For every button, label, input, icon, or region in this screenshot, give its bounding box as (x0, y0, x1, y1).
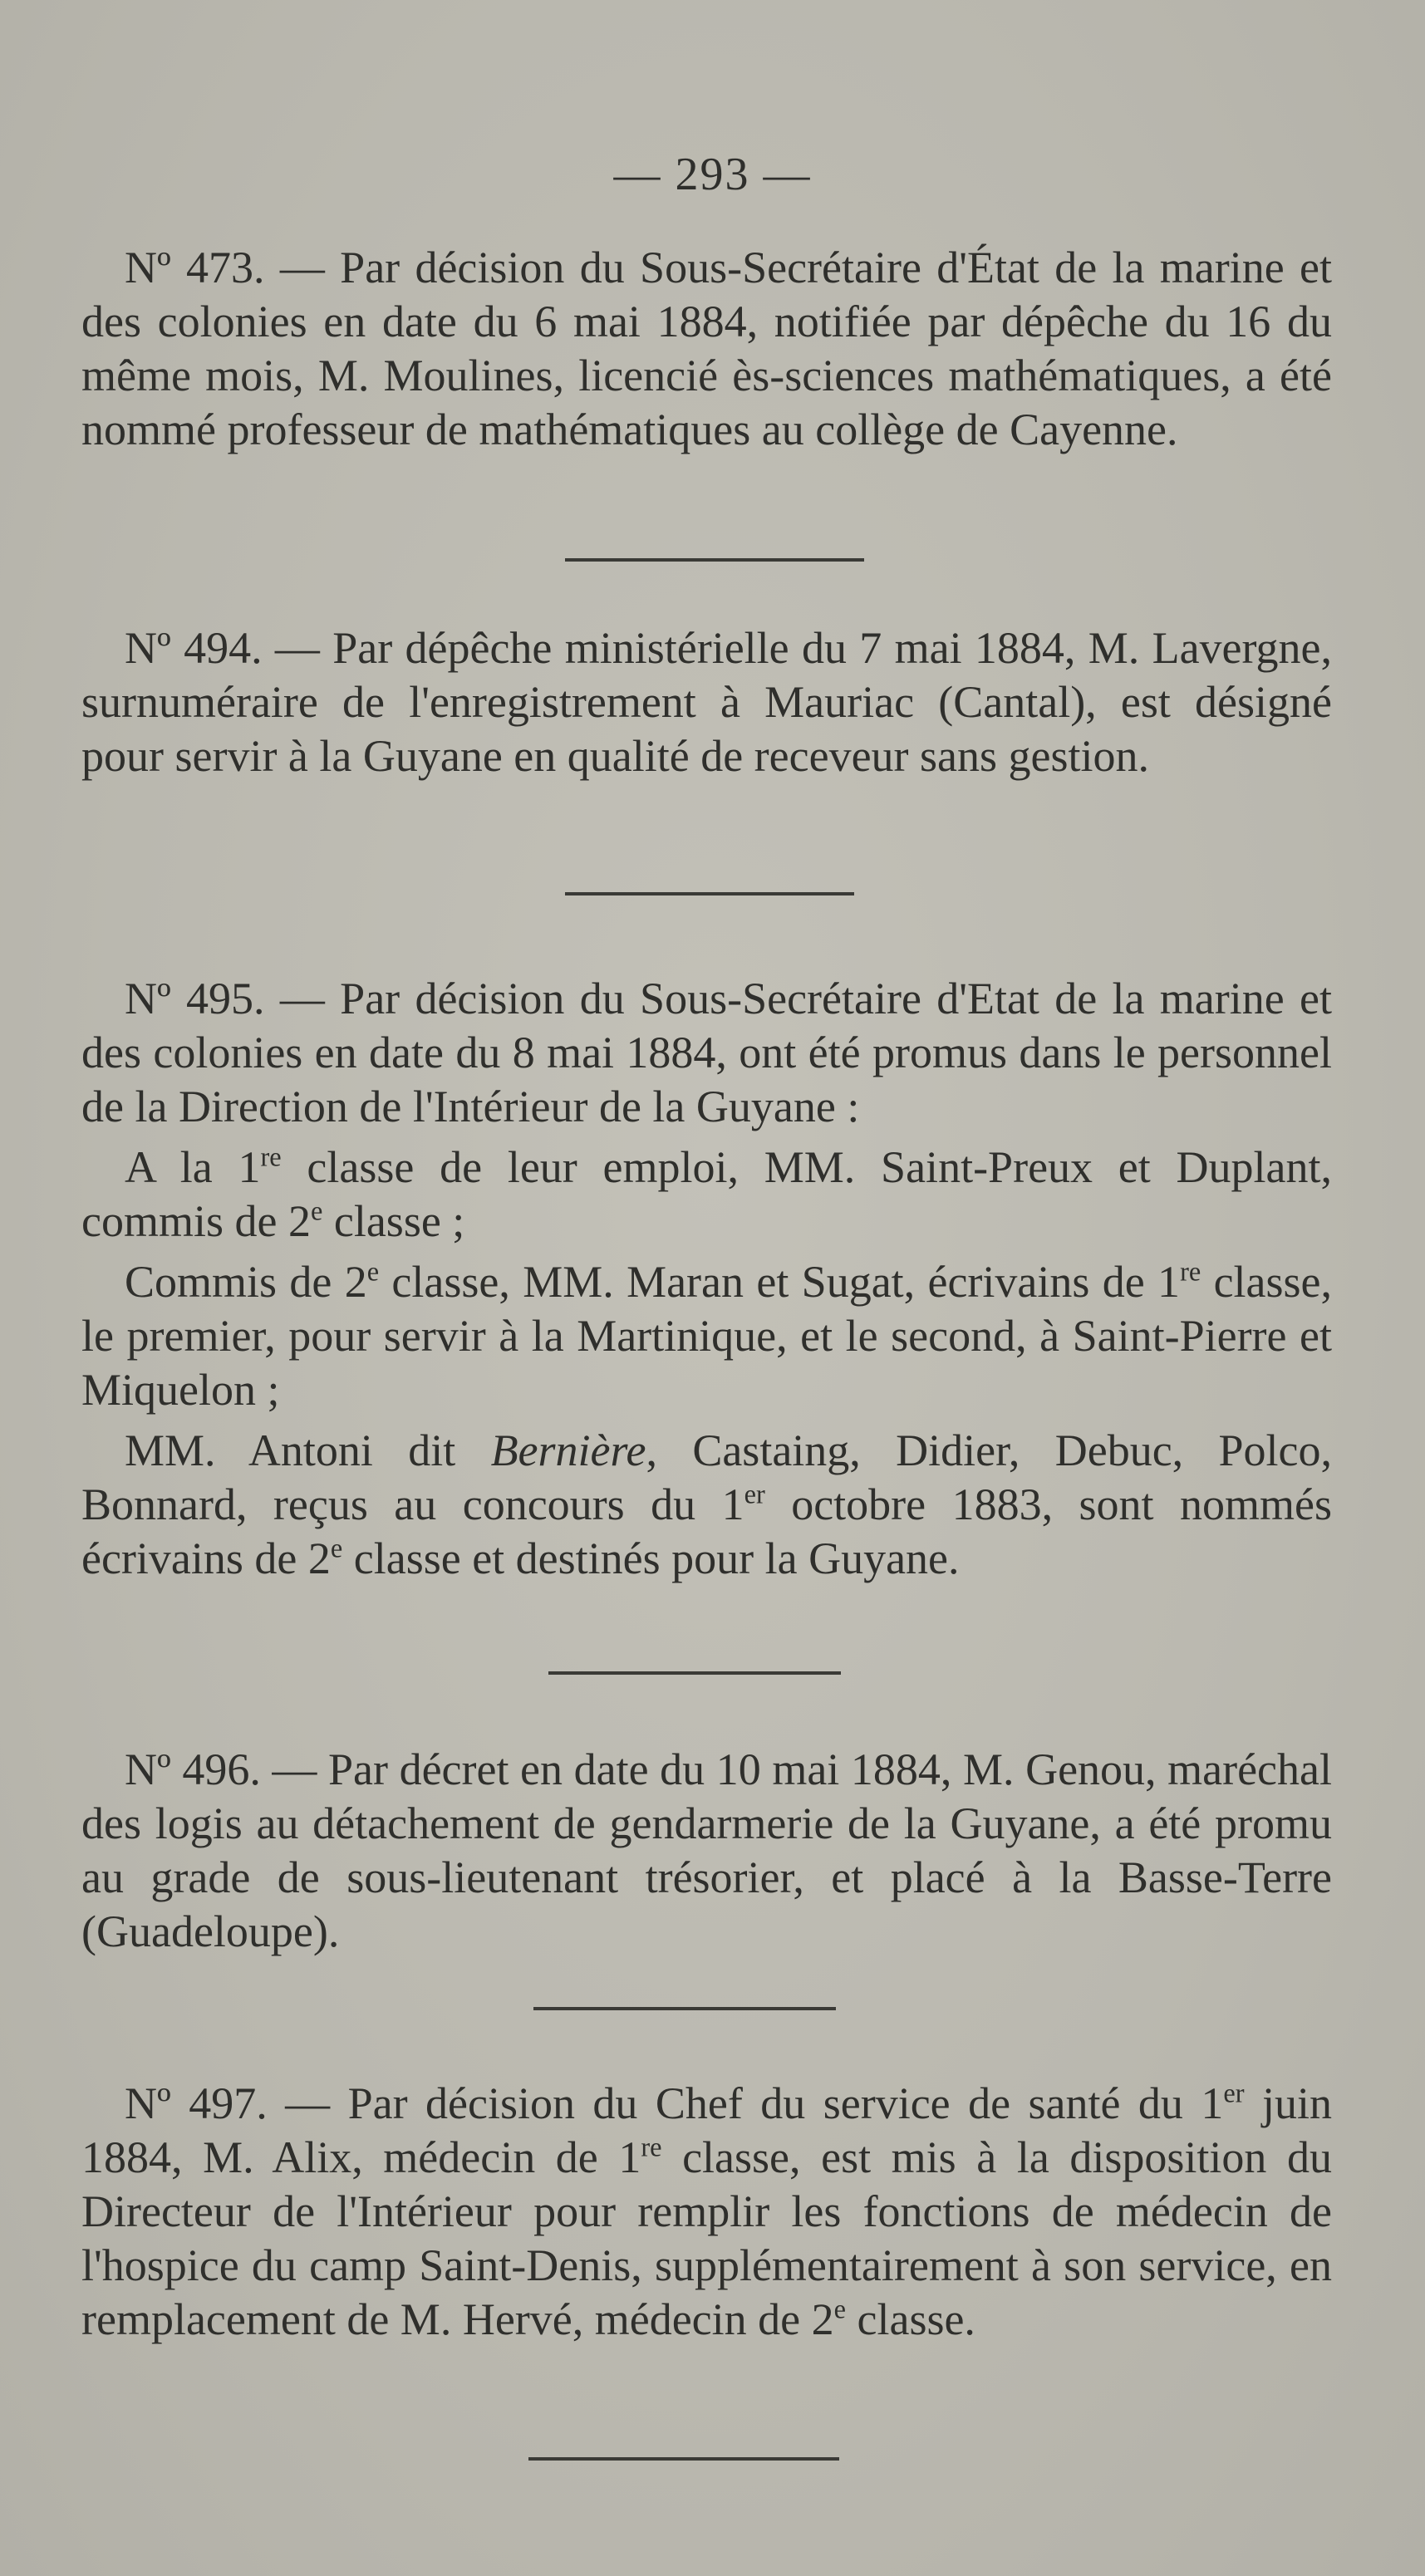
separator-rule (528, 2457, 839, 2461)
separator-rule (565, 558, 864, 562)
entry-495 (81, 972, 1332, 1586)
entry-495-item-3: MM. Antoni dit Bernière, Castaing, Didier, Debuc, Polco, Bonnard, reçus au concours du 1er octobre 1883, sont nommés écrivains de 2e classe et destinés pour la Guyane. (81, 1425, 1333, 1583)
separator-rule (533, 2007, 836, 2010)
entry-473 (81, 241, 1332, 457)
entry-497 (81, 2077, 1332, 2347)
entry-494-text: Nº 494. — Par dépêche ministérielle du 7 mai 1884, M. Lavergne, surnuméraire de l'enregistrement à Mauriac (Cantal), est désigné pour servir à la Guyane en qualité de receveur sans gestion. (81, 623, 1332, 781)
entry-495-item-2: Commis de 2e classe, MM. Maran et Sugat, écrivains de 1re classe, le premier, pour servir à la Martinique, et le second, à Saint-Pierre et Miquelon ; (81, 1257, 1333, 1415)
entry-495-item-1: A la 1re classe de leur emploi, MM. Saint-Preux et Duplant, commis de 2e classe ; (81, 1142, 1332, 1246)
separator-rule (565, 892, 854, 895)
entry-494 (81, 621, 1332, 783)
entry-495-intro: Nº 495. — Par décision du Sous-Secrétaire d'Etat de la marine et des colonies en date du 8 mai 1884, ont été promus dans le personnel de la Direction de l'Intérieur de la Guyane : (81, 974, 1332, 1131)
separator-rule (548, 1671, 841, 1675)
entry-496 (81, 1743, 1332, 1959)
entry-473-text: Nº 473. — Par décision du Sous-Secrétaire d'État de la marine et des colonies en date du 6 mai 1884, notifiée par dépêche du 16 du même mois, M. Moulines, licencié ès-sciences mathématiques, a été nommé professeur de mathématiques au collège de Cayenne. (81, 243, 1332, 454)
page-number: — 293 — (613, 149, 812, 200)
entry-496-text: Nº 496. — Par décret en date du 10 mai 1884, M. Genou, maréchal des logis au détachement de gendarmerie de la Guyane, a été promu au grade de sous-lieutenant trésorier, et placé à la Basse-Terre (Guadeloupe). (81, 1744, 1332, 1956)
entry-497-text: Nº 497. — Par décision du Chef du service de santé du 1er juin 1884, M. Alix, médecin de 1re classe, est mis à la disposition du Directeur de l'Intérieur pour remplir les fonctions de médecin de l'hospice du camp Saint-Denis, supplémentairement à son service, en remplacement de M. Hervé, médecin de 2e classe. (81, 2078, 1332, 2344)
